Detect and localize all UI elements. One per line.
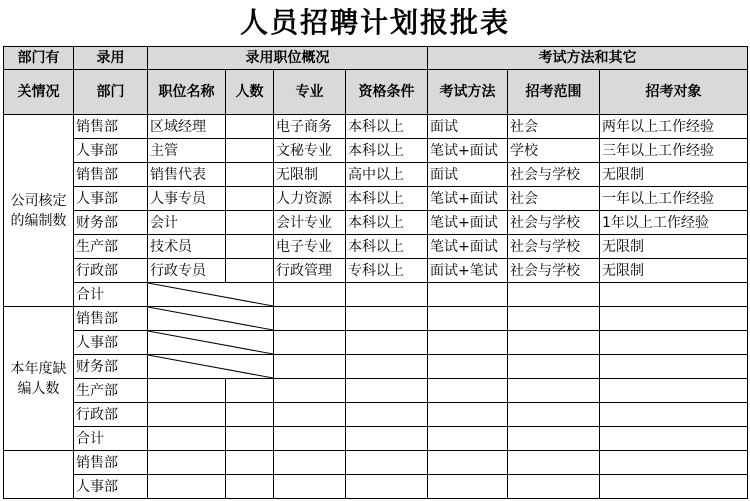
cell-scope: 社会 (508, 115, 600, 139)
section-label-approved: 公司核定的编制数 (4, 115, 74, 307)
table-row (4, 259, 748, 283)
table-row (4, 331, 748, 355)
cell-exam: 笔试+面试 (428, 187, 508, 211)
cell-target: 1年以上工作经验 (600, 211, 748, 235)
cell-qual: 本科以上 (346, 187, 428, 211)
header-recruit-target: 招考对象 (600, 70, 748, 115)
recruitment-table (3, 46, 748, 499)
cell-target: 两年以上工作经验 (600, 115, 748, 139)
cell-target: 无限制 (600, 163, 748, 187)
cell-exam: 面试+笔试 (428, 259, 508, 283)
cell-major: 无限制 (274, 163, 346, 187)
cell-major: 会计专业 (274, 211, 346, 235)
header-recruit-scope: 招考范围 (508, 70, 600, 115)
header-row-1 (4, 47, 748, 70)
cell-major: 电子专业 (274, 235, 346, 259)
header-exam-method: 考试方法 (428, 70, 508, 115)
cell-qual: 高中以上 (346, 163, 428, 187)
cell-position: 区域经理 (148, 115, 226, 139)
cell-dept: 财务部 (74, 355, 148, 379)
total-row (4, 427, 748, 451)
cell-qual: 专科以上 (346, 259, 428, 283)
cell-major: 行政管理 (274, 259, 346, 283)
table-row (4, 139, 748, 163)
cell-dept: 生产部 (74, 379, 148, 403)
header-qualification: 资格条件 (346, 70, 428, 115)
table-row (4, 115, 748, 139)
diagonal-cell (148, 331, 274, 355)
diagonal-line (148, 331, 273, 354)
cell-count (226, 211, 274, 235)
table-row (4, 355, 748, 379)
diagonal-line (148, 283, 273, 306)
header-row-2 (4, 70, 748, 115)
table-row (4, 403, 748, 427)
cell-total-label: 合计 (74, 283, 148, 307)
cell-scope: 学校 (508, 139, 600, 163)
cell-target: 一年以上工作经验 (600, 187, 748, 211)
table-row (4, 475, 748, 499)
header-headcount: 人数 (226, 70, 274, 115)
diagonal-line (148, 307, 273, 330)
cell-target: 无限制 (600, 259, 748, 283)
cell-total-label: 合计 (74, 427, 148, 451)
diagonal-line (148, 355, 273, 378)
cell-exam: 面试 (428, 163, 508, 187)
cell-count (226, 139, 274, 163)
table-row (4, 235, 748, 259)
cell-scope: 社会与学校 (508, 235, 600, 259)
cell-dept: 销售部 (74, 307, 148, 331)
cell-qual: 本科以上 (346, 115, 428, 139)
cell-dept: 人事部 (74, 187, 148, 211)
cell-position: 主管 (148, 139, 226, 163)
cell-dept: 财务部 (74, 211, 148, 235)
cell-scope: 社会与学校 (508, 163, 600, 187)
cell-count (226, 163, 274, 187)
header-department: 部门 (74, 70, 148, 115)
total-row (4, 283, 748, 307)
cell-scope: 社会与学校 (508, 211, 600, 235)
cell-dept: 销售部 (74, 115, 148, 139)
cell-position: 人事专员 (148, 187, 226, 211)
cell-exam: 面试 (428, 115, 508, 139)
header-major: 专业 (274, 70, 346, 115)
table-row (4, 379, 748, 403)
cell-exam: 笔试+面试 (428, 139, 508, 163)
cell-position: 技术员 (148, 235, 226, 259)
cell-dept: 人事部 (74, 331, 148, 355)
cell-dept: 人事部 (74, 475, 148, 499)
table-row (4, 187, 748, 211)
diagonal-cell (148, 307, 274, 331)
cell-count (226, 115, 274, 139)
header-dept-b: 录用 (74, 47, 148, 70)
table-row (4, 451, 748, 475)
cell-position: 会计 (148, 211, 226, 235)
page-title: 人员招聘计划报批表 (239, 6, 510, 39)
cell-dept: 生产部 (74, 235, 148, 259)
cell-target: 三年以上工作经验 (600, 139, 748, 163)
cell-exam: 笔试+面试 (428, 235, 508, 259)
cell-dept: 销售部 (74, 163, 148, 187)
header-position-overview: 录用职位概况 (148, 47, 428, 70)
cell-major: 电子商务 (274, 115, 346, 139)
cell-position: 销售代表 (148, 163, 226, 187)
section-label-vacancy: 本年度缺编人数 (4, 307, 74, 451)
cell-dept: 行政部 (74, 403, 148, 427)
header-situation: 关情况 (4, 70, 74, 115)
cell-scope: 社会与学校 (508, 259, 600, 283)
cell-target: 无限制 (600, 235, 748, 259)
diagonal-cell (148, 283, 274, 307)
cell-dept: 行政部 (74, 259, 148, 283)
cell-dept: 销售部 (74, 451, 148, 475)
cell-qual: 本科以上 (346, 211, 428, 235)
cell-qual: 本科以上 (346, 235, 428, 259)
header-exam-other: 考试方法和其它 (428, 47, 748, 70)
table-row (4, 307, 748, 331)
cell-qual: 本科以上 (346, 139, 428, 163)
table-row (4, 163, 748, 187)
cell-count (226, 187, 274, 211)
section-label-third (4, 451, 74, 499)
table-row (4, 211, 748, 235)
cell-dept: 人事部 (74, 139, 148, 163)
cell-count (226, 259, 274, 283)
diagonal-cell (148, 355, 274, 379)
cell-count (226, 235, 274, 259)
cell-position: 行政专员 (148, 259, 226, 283)
header-position-name: 职位名称 (148, 70, 226, 115)
cell-major: 人力资源 (274, 187, 346, 211)
cell-exam: 笔试+面试 (428, 211, 508, 235)
cell-scope: 社会 (508, 187, 600, 211)
cell-major: 文秘专业 (274, 139, 346, 163)
header-dept-a: 部门有 (4, 47, 74, 70)
